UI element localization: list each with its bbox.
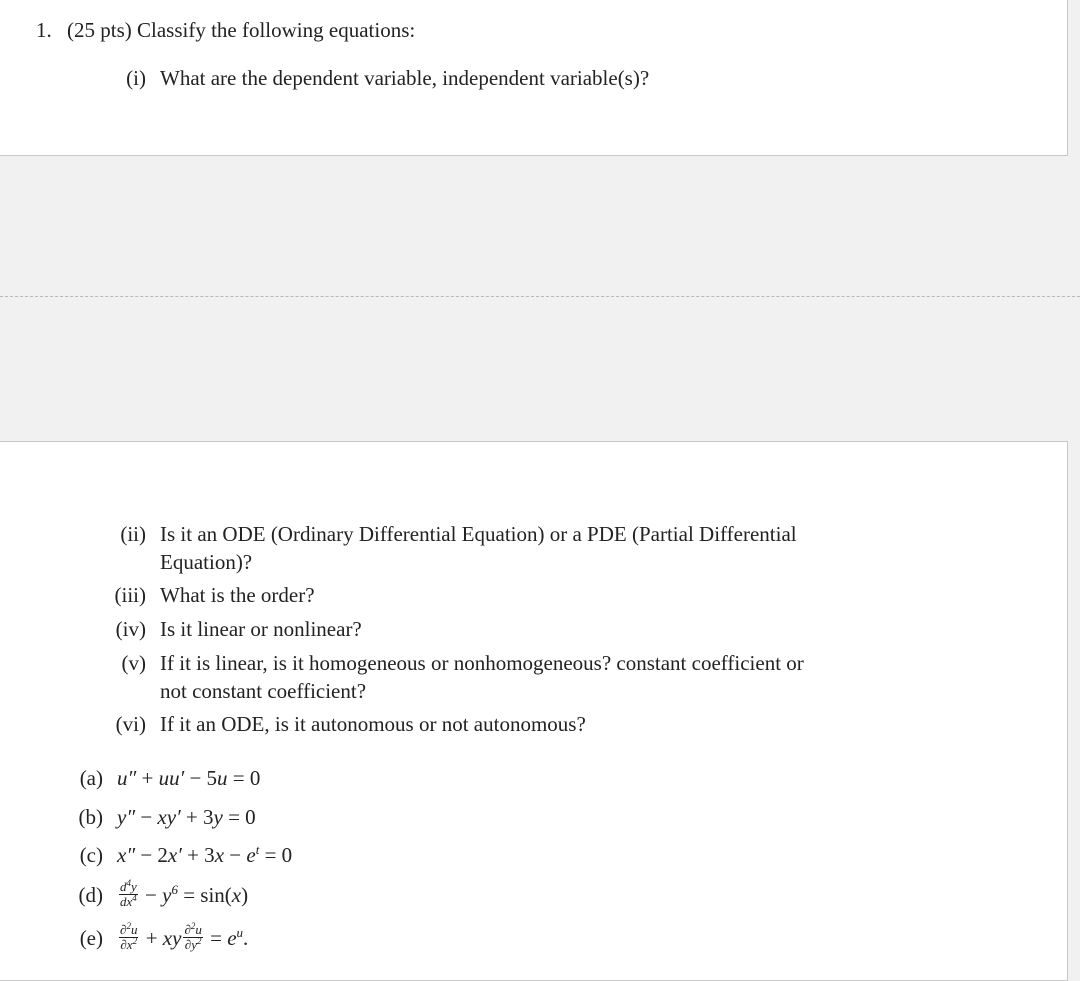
equation-label: (d) [78, 883, 103, 907]
sub-question-text: Is it linear or nonlinear? [160, 617, 362, 641]
page-bottom [0, 441, 1068, 981]
page-top [0, 0, 1068, 156]
sub-question-label: (iii) [114, 583, 146, 607]
equation-d: $\frac{d^4y}{dx^4}$ − $y^6 = \sin(x)$ [120, 877, 249, 909]
sub-question-label: (i) [126, 66, 146, 90]
sub-question-label: (iv) [115, 617, 146, 641]
equation-label: (b) [78, 805, 103, 829]
sub-question-text: What is the order? [160, 583, 315, 607]
sub-question-text: If it is linear, is it homogeneous or nonhomogeneous? constant coefficient or [160, 651, 804, 675]
sub-question-text-cont: Equation)? [160, 550, 253, 574]
sub-question-label: (vi) [115, 712, 146, 736]
sub-question-label: (v) [121, 651, 146, 675]
equation-label: (c) [79, 843, 103, 867]
question-number: 1. [36, 18, 52, 42]
equation-c: $x'' - 2x' + 3x - e^t = 0$ [117, 842, 293, 867]
sub-question-text-cont: not constant coefficient? [160, 679, 367, 703]
sub-question-label: (ii) [120, 522, 146, 546]
equation-b: y″ − xy′ + 3y = 0 [117, 805, 256, 829]
sub-question-text: Is it an ODE (Ordinary Differential Equation) or a PDE (Partial Differential [160, 522, 797, 546]
equation-label: (a) [79, 766, 103, 790]
sub-question-text: If it an ODE, is it autonomous or not autonomous? [160, 712, 586, 736]
sub-question-text: What are the dependent variable, independent variable(s)? [160, 66, 650, 90]
equation-label: (e) [79, 926, 103, 950]
question-heading: (25 pts) Classify the following equations: [67, 18, 416, 42]
page-break-divider [0, 296, 1080, 297]
equation-e: $\frac{\partial^2u}{\partial x^2}$ + xy $\frac{\partial^2u}{\partial y^2}$ = $e^u$. [120, 920, 249, 952]
equation-a: u″ + uu′ − 5u = 0 [117, 766, 261, 790]
